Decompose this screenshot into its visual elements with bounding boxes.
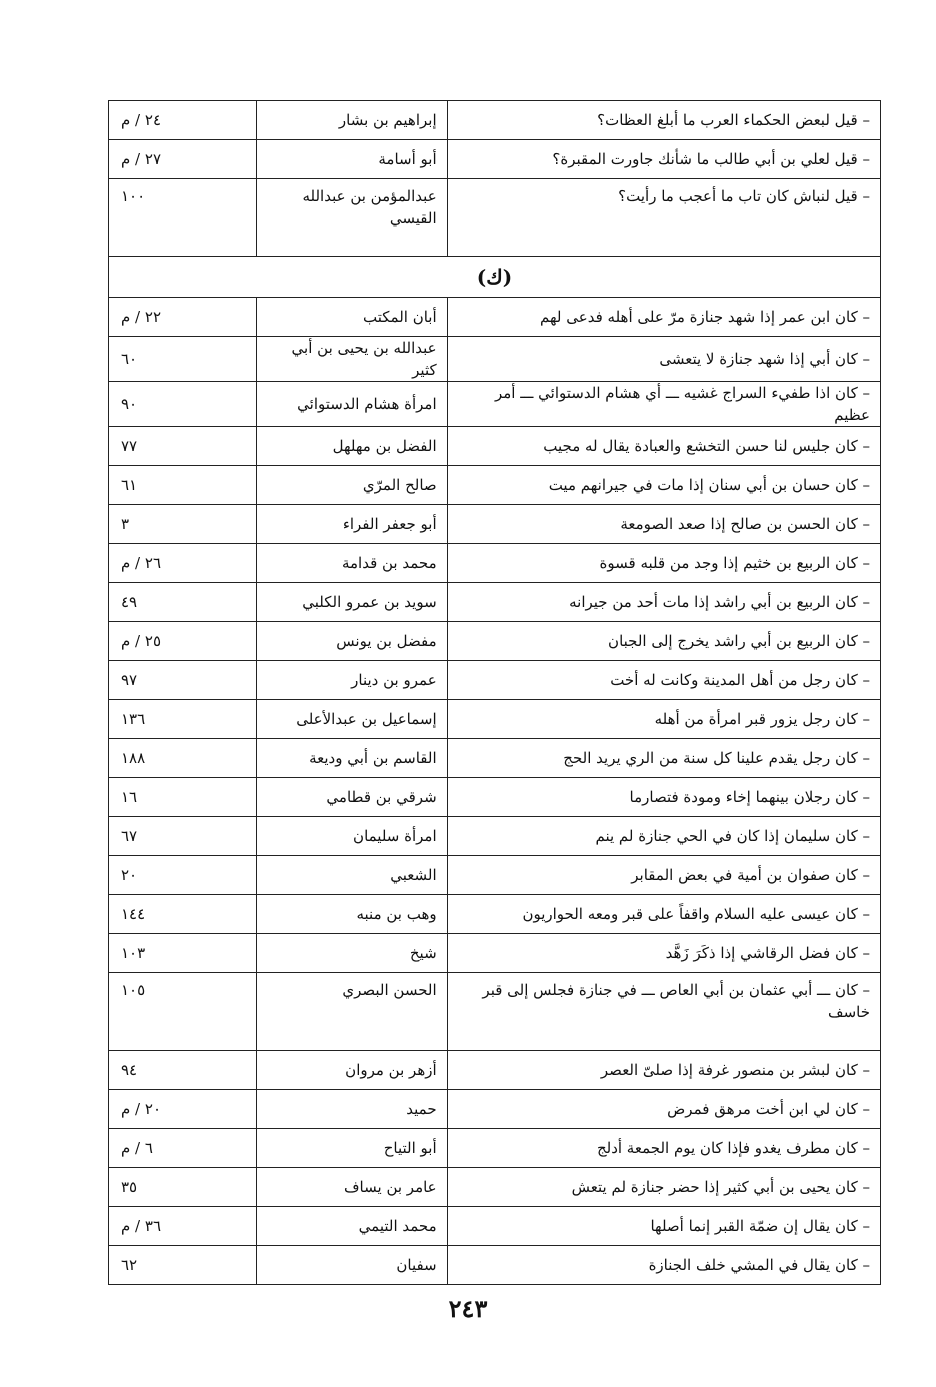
section-header [109,257,881,298]
table-row [109,382,881,427]
table-row [109,1051,881,1090]
entry-text: – كان يقال في المشي خلف الجنازة [447,1246,880,1285]
entry-reference: ٤٩ [109,583,257,622]
section-letter: (ك) [109,257,881,298]
entry-reference: ٢٤ / م [109,101,257,140]
table-row [109,583,881,622]
entry-narrator: امرأة سليمان [257,817,448,856]
table-row [109,817,881,856]
table-row [109,739,881,778]
entry-narrator: امرأة هشام الدستوائي [257,382,448,427]
entry-text: – كان لي ابن أخت مرهق فمرض [447,1090,880,1129]
entry-text: – كان رجل يقدم علينا كل سنة من الري يريد الحج [447,739,880,778]
entry-narrator: أزهر بن مروان [257,1051,448,1090]
entry-narrator: الفضل بن مهلهل [257,427,448,466]
entry-text: – كان اذا طفيء السراج غشيه ـــ أي هشام الدستوائي ـــ أمر عظيم [447,382,880,427]
rows-after [109,298,881,1285]
entry-reference: ١٠٠ [109,179,257,257]
entry-text: – كان جليس لنا حسن التخشع والعبادة يقال له مجيب [447,427,880,466]
table-row [109,337,881,382]
entry-reference: ١٠٥ [109,973,257,1051]
entry-text: – قيل لعلي بن أبي طالب ما شأنك جاورت المقبرة؟ [447,140,880,179]
table-row [109,298,881,337]
entry-reference: ٣٥ [109,1168,257,1207]
entry-narrator: شرقي بن قطامي [257,778,448,817]
entry-reference: ٦ / م [109,1129,257,1168]
table-row [109,622,881,661]
entry-narrator: سفيان [257,1246,448,1285]
table-row [109,505,881,544]
entry-narrator: عبدالمؤمن بن عبدالله القيسي [257,179,448,257]
table-row [109,544,881,583]
entry-text: – كان صفوان بن أمية في بعض المقابر [447,856,880,895]
entry-text: – كان الحسن بن صالح إذا صعد الصومعة [447,505,880,544]
entry-narrator: محمد بن قدامة [257,544,448,583]
section-row [109,257,881,298]
entry-reference: ٢٦ / م [109,544,257,583]
entry-reference: ٣ [109,505,257,544]
entry-text: – قيل لبعض الحكماء العرب ما أبلغ العظات؟ [447,101,880,140]
page-number: ٢٤٣ [448,1294,488,1323]
entry-narrator: إبراهيم بن بشار [257,101,448,140]
entry-narrator: عمرو بن دينار [257,661,448,700]
entry-narrator: أبو التياح [257,1129,448,1168]
entry-reference: ١٤٤ [109,895,257,934]
entry-reference: ٦١ [109,466,257,505]
entry-reference: ٢٠ [109,856,257,895]
index-table [108,100,881,1285]
table-row [109,1168,881,1207]
table-row [109,778,881,817]
entry-reference: ٢٧ / م [109,140,257,179]
entry-reference: ٩٠ [109,382,257,427]
entry-text: – كان أبي إذا شهد جنازة لا يتعشى [447,337,880,382]
table-row [109,934,881,973]
entry-narrator: الشعبي [257,856,448,895]
entry-reference: ٦٠ [109,337,257,382]
entry-text: – كان يحيى بن أبي كثير إذا حضر جنازة لم يتعش [447,1168,880,1207]
entry-narrator: أبو أسامة [257,140,448,179]
table-row [109,1246,881,1285]
entry-narrator: عبدالله بن يحيى بن أبي كثير [257,337,448,382]
table-row [109,466,881,505]
entry-narrator: إسماعيل بن عبدالأعلى [257,700,448,739]
entry-reference: ١٠٣ [109,934,257,973]
entry-narrator: سويد بن عمرو الكلبي [257,583,448,622]
table-row [109,895,881,934]
entry-reference: ٦٢ [109,1246,257,1285]
entry-narrator: أبان المكتب [257,298,448,337]
table-row [109,1207,881,1246]
entry-text: – كان رجلان بينهما إخاء ومودة فتصارما [447,778,880,817]
entry-narrator: القاسم بن أبي وديعة [257,739,448,778]
entry-reference: ٢٥ / م [109,622,257,661]
entry-narrator: وهب بن منبه [257,895,448,934]
entry-text: – كان ابن عمر إذا شهد جنازة مرّ على أهله فدعى لهم [447,298,880,337]
entry-text: – كان سليمان إذا كان في الحي جنازة لم ينم [447,817,880,856]
entry-text: – كان ـــ أبي عثمان بن أبي العاص ـــ في جنازة فجلس إلى قبر خاسف [447,973,880,1051]
entry-narrator: مفضل بن يونس [257,622,448,661]
entry-text: – كان الربيع بن أبي راشد يخرج إلى الجبان [447,622,880,661]
entry-text: – كان حسان بن أبي سنان إذا مات في جيرانهم ميت [447,466,880,505]
entry-text: – كان رجل يزور قبر امرأة من أهله [447,700,880,739]
table-row [109,427,881,466]
entry-text: – كان الربيع بن أبي راشد إذا مات أحد من جيرانه [447,583,880,622]
entry-narrator: عامر بن يساف [257,1168,448,1207]
entry-reference: ٢٢ / م [109,298,257,337]
table-row [109,101,881,140]
entry-reference: ١٦ [109,778,257,817]
entry-narrator: حميد [257,1090,448,1129]
entry-text: – كان يقال إن ضمّة القبر إنما أصلها [447,1207,880,1246]
entry-reference: ٦٧ [109,817,257,856]
entry-text: – كان فضل الرقاشي إذا ذكَرَ زَهَّد [447,934,880,973]
entry-reference: ١٨٨ [109,739,257,778]
entry-reference: ٣٦ / م [109,1207,257,1246]
table-row [109,140,881,179]
table-row [109,1129,881,1168]
entry-text: – كان عيسى عليه السلام واقفاً على قبر ومعه الحواريون [447,895,880,934]
table-row [109,973,881,1051]
table-row [109,856,881,895]
entry-text: – كان رجل من أهل المدينة وكانت له أخت [447,661,880,700]
table-row [109,700,881,739]
entry-reference: ٩٤ [109,1051,257,1090]
entry-reference: ٧٧ [109,427,257,466]
entry-text: – قيل لنباش كان تاب ما أعجب ما رأيت؟ [447,179,880,257]
table-row [109,1090,881,1129]
entry-reference: ١٣٦ [109,700,257,739]
table-row [109,661,881,700]
entry-text: – كان الربيع بن خثيم إذا وجد من قلبه قسوة [447,544,880,583]
entry-narrator: صالح المرّي [257,466,448,505]
rows-before [109,101,881,257]
entry-text: – كان لبشر بن منصور غرفة إذا صلىّ العصر [447,1051,880,1090]
entry-narrator: الحسن البصري [257,973,448,1051]
entry-narrator: محمد التيمي [257,1207,448,1246]
entry-text: – كان مطرف يغدو فإذا كان يوم الجمعة أدلج [447,1129,880,1168]
entry-narrator: أبو جعفر الفراء [257,505,448,544]
entry-reference: ٢٠ / م [109,1090,257,1129]
entry-narrator: شيخ [257,934,448,973]
table-row [109,179,881,257]
entry-reference: ٩٧ [109,661,257,700]
